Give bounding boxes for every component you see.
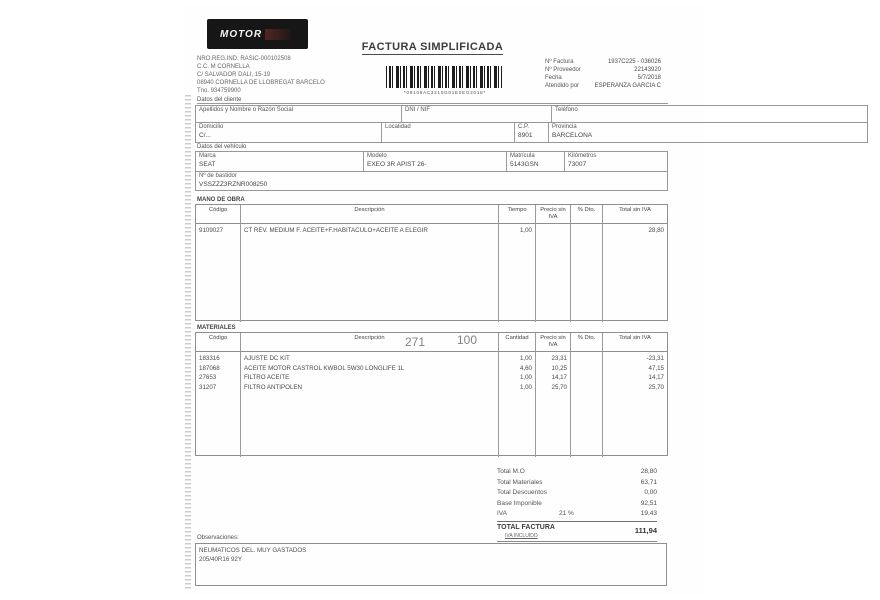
client-address-value: C/... — [199, 132, 211, 139]
header-cell: Total sin IVA — [619, 207, 651, 213]
materials-total-col — [603, 352, 667, 457]
dealer-logo — [207, 19, 308, 49]
dealer-logo-text: MOTOR — [220, 28, 263, 40]
client-nif-label: DNI / NIF — [405, 107, 430, 113]
grand-total-label: TOTAL FACTURA — [497, 523, 555, 531]
client-phone-label: Teléfono — [555, 107, 578, 113]
vehicle-section-label: Datos del vehículo — [197, 144, 247, 150]
column-separator — [401, 106, 402, 122]
materials-dto-col — [571, 352, 603, 457]
column-separator — [548, 123, 549, 142]
header-cell: Tiempo — [499, 205, 536, 223]
materials-table-body — [196, 352, 667, 457]
observation-line: NEUMATICOS DEL. MUY GASTADOS — [199, 547, 307, 554]
total-labor-row: Total M.O 28,80 — [497, 468, 657, 475]
vehicle-model-value: EXEO 3R APIST 26- — [367, 161, 427, 168]
vehicle-vin-label: Nº de bastidor — [199, 173, 237, 179]
meta-label: Atendido por — [545, 83, 580, 89]
client-cp-value: 8901 — [518, 132, 533, 139]
material-total: 47,15 — [648, 364, 664, 372]
header-cell: Código — [196, 333, 241, 351]
vat-row — [497, 510, 657, 522]
client-province-label: Provincia — [552, 124, 577, 130]
header-cell: Cantidad — [499, 333, 536, 351]
labor-section-label: MANO DE OBRA — [197, 197, 245, 203]
company-line: NRO.REG.IND. RASIC-000102508 — [197, 56, 291, 62]
materials-table — [195, 332, 668, 456]
totals-block — [497, 468, 657, 542]
column-separator — [514, 123, 515, 142]
grand-total-value: 111,94 — [634, 525, 657, 535]
meta-label: Nº Proveedor — [545, 67, 581, 73]
column-separator — [363, 152, 364, 171]
header-cell: Precio sin IVA — [536, 333, 571, 351]
meta-label: Nº Factura — [545, 59, 574, 65]
header-cell: Total sin IVA — [619, 335, 651, 341]
barcode-text: *09109AC3210G01E0EG2018* — [404, 90, 486, 95]
vehicle-km-value: 73007 — [568, 161, 587, 168]
company-address-block — [197, 55, 387, 95]
company-line: C.C. M CORNELLA — [197, 64, 250, 70]
document-title: FACTURA SIMPLIFICADA — [361, 41, 504, 53]
vat-label: IVA — [497, 510, 507, 517]
material-total: 25,70 — [648, 383, 664, 391]
labor-table — [195, 204, 668, 321]
barcode — [386, 66, 502, 88]
material-code: 31207 — [199, 383, 217, 391]
observations-label: Observaciones: — [197, 535, 239, 541]
client-address-row — [195, 122, 868, 143]
column-separator — [564, 152, 565, 171]
material-code: 187068 — [199, 364, 220, 372]
client-section-label: Datos del cliente — [197, 97, 668, 104]
vehicle-vin-row — [195, 171, 668, 191]
materials-section-label: MATERIALES — [197, 325, 236, 331]
column-separator — [506, 152, 507, 171]
materials-price-col — [536, 352, 571, 457]
overlay-number: 271 — [405, 335, 426, 349]
material-total: -23,31 — [646, 355, 664, 362]
material-code: 183316 — [199, 355, 220, 362]
company-line: C/ SALVADOR DALI, 15-19 — [197, 72, 271, 78]
material-desc: FILTRO ACEITE — [244, 374, 290, 381]
labor-total: 28,80 — [648, 227, 664, 234]
header-cell: Descripción — [241, 205, 499, 223]
meta-invoice-number — [545, 59, 661, 67]
meta-served-by — [545, 83, 661, 91]
dealer-logo-faded-word — [265, 29, 291, 40]
meta-value: 1937C225 - 036026 — [607, 59, 661, 65]
material-desc: ACEITE MOTOR CASTROL KWBOL 5W30 LONGLIFE 1L — [244, 364, 405, 372]
material-price: 14,17 — [551, 374, 567, 381]
company-line: Tno. 934759900 — [197, 88, 241, 94]
company-line: 08940 CORNELLA DE LLOBREGAT BARCELO — [197, 80, 325, 86]
material-desc: FILTRO ANTIPOLEN — [244, 383, 302, 391]
total-discounts-row: Total Descuentos 0,00 — [497, 489, 657, 496]
labor-qty: 1,00 — [519, 227, 532, 234]
material-desc: AJUSTE DC KIT — [244, 355, 290, 362]
labor-table-body — [196, 224, 667, 322]
material-qty: 4,60 — [519, 364, 532, 372]
vehicle-plate-label: Matrícula — [510, 153, 535, 159]
grand-total-sublabel: IVA INCLUIDO — [505, 532, 538, 539]
grand-total-row — [497, 522, 657, 542]
vehicle-plate-value: 5143GSN — [510, 161, 539, 168]
material-code: 27653 — [199, 374, 217, 381]
meta-value: 22143920 — [634, 67, 661, 73]
labor-table-header — [196, 205, 667, 224]
vehicle-data-row — [195, 151, 668, 172]
total-materials-row: Total Materiales 63,71 — [497, 478, 657, 486]
column-separator — [381, 123, 382, 142]
vehicle-model-label: Modelo — [367, 153, 387, 159]
material-total: 14,17 — [648, 374, 664, 381]
column-separator — [551, 106, 552, 122]
client-province-value: BARCELONA — [552, 132, 593, 139]
client-name-label: Apellidos y Nombre o Razón Social — [199, 107, 294, 113]
vehicle-brand-value: SEAT — [199, 161, 216, 168]
client-name-row — [195, 105, 868, 123]
client-cp-label: C.P. — [518, 124, 529, 130]
vat-value: 19,43 — [640, 510, 657, 517]
material-qty: 1,00 — [519, 374, 532, 381]
vehicle-km-label: Kilómetros — [568, 153, 597, 159]
meta-date — [545, 75, 661, 83]
materials-code-col — [196, 352, 241, 457]
materials-table-header — [196, 333, 667, 352]
materials-desc-col — [241, 352, 499, 457]
labor-desc: CT REV. MEDIUM F. ACEITE+F.HABITACULO+ACEITE A ELEGIR — [244, 227, 428, 234]
left-margin-microtext — [185, 95, 191, 590]
material-qty: 1,00 — [519, 355, 532, 362]
taxable-base-row: Base Imponible 92,51 — [497, 499, 657, 507]
labor-code: 9109027 — [199, 227, 224, 234]
header-cell: % Dto. — [571, 333, 603, 351]
overlay-number: 100 — [457, 333, 478, 347]
vat-rate: 21 % — [559, 510, 574, 517]
material-qty: 1,00 — [519, 383, 532, 391]
materials-qty-col — [499, 352, 536, 457]
material-price: 23,31 — [551, 355, 567, 362]
material-price: 10,25 — [551, 364, 567, 372]
material-price: 25,70 — [551, 383, 567, 391]
header-cell: Descripción — [241, 333, 499, 351]
meta-label: Fecha — [545, 75, 562, 81]
client-city-label: Localidad — [385, 124, 411, 130]
header-cell: Precio sin IVA — [536, 205, 571, 223]
client-address-label: Domicilio — [199, 124, 224, 130]
header-cell: % Dto. — [571, 205, 603, 223]
header-cell: Código — [196, 205, 241, 223]
meta-provider-number — [545, 67, 661, 75]
vehicle-brand-label: Marca — [199, 153, 216, 159]
observations-box — [195, 543, 667, 586]
meta-value: 5/7/2018 — [637, 75, 661, 81]
observation-line: 205/40R16 92Y — [199, 556, 243, 563]
meta-value: ESPERANZA GARCIA C — [594, 83, 661, 89]
vehicle-vin-value: VSSZZZ3RZNR008250 — [199, 181, 268, 188]
